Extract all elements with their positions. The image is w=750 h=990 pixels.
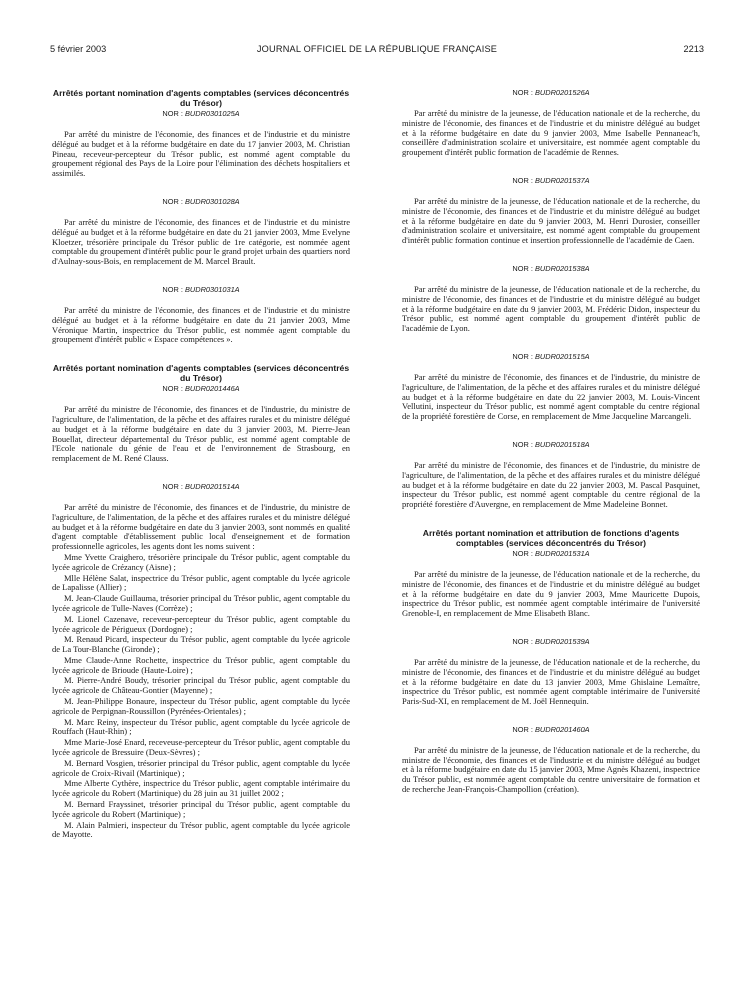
decree-paragraph: Par arrêté du ministre de la jeunesse, de l'éducation nationale et de la recherche, du ministre de l'économie, des finances et de l'industrie et du ministre délégué au budget et à la réforme budgétaire en date du 9 janvier 2003, M. Henri Durosier, conseiller d'administration scolaire et universitaire, est nommé agent comptable du groupement d'intérêt public formation continue et insertion professionnelle de l'académie de Caen. [402, 195, 700, 246]
nor-reference [402, 440, 700, 450]
decree-paragraph: Par arrêté du ministre de l'économie, des finances et de l'industrie et du ministre délégué au budget et à la réforme budgétaire en date du 17 janvier 2003, M. Christian Pineau, receveur-percepteur du Trésor public, est nommé agent comptable du groupement régional des Pays de la Loire pour l'élimination des déchets hospitaliers et assimilés. [52, 129, 350, 179]
appointment-list-item: M. Alain Palmieri, inspecteur du Trésor public, agent comptable du lycée agricole de Mayotte. [52, 819, 350, 840]
right-column [402, 88, 700, 795]
nor-reference [52, 384, 350, 394]
decree-paragraph: Par arrêté du ministre de la jeunesse, de l'éducation nationale et de la recherche, du ministre de l'économie, des finances et de l'industrie et du ministre délégué au budget et à la réforme budgétaire en date du 9 janvier 2003, Mme Isabelle Pennaneac'h, conseillère d'administration scolaire et universitaire, est nommée agent comptable du groupement d'intérêt public formation de l'académie de Rennes. [402, 108, 700, 158]
nor-reference [402, 88, 700, 98]
page-header [50, 44, 704, 58]
appointment-list-item: Mme Claude-Anne Rochette, inspectrice du Trésor public, agent comptable du lycée agricole de Brioude (Haute-Loire) ; [52, 654, 350, 675]
nor-label: NOR : [512, 636, 535, 646]
nor-code: BUDR0201526A [534, 88, 590, 97]
nor-reference [402, 637, 700, 647]
nor-reference [402, 725, 700, 735]
nor-label: NOR : [512, 439, 535, 449]
nor-reference [402, 352, 700, 362]
header-date: 5 février 2003 [50, 44, 107, 54]
nor-code: BUDR0301028A [184, 196, 240, 206]
nor-code: BUDR0201537A [534, 175, 590, 185]
section-title: Arrêtés portant nomination d'agents comptables (services déconcentrés du Trésor) [52, 88, 350, 108]
nor-code: BUDR0201539A [534, 636, 590, 646]
appointment-list-item: M. Marc Reiny, inspecteur du Trésor public, agent comptable du lycée agricole de Rouffach (Haut-Rhin) ; [52, 716, 350, 737]
decree-paragraph: Par arrêté du ministre de l'économie, des finances et de l'industrie et du ministre délégué au budget et à la réforme budgétaire en date du 21 janvier 2003, Mme Véronique Martin, inspectrice du Trésor public, est nommée agent comptable du groupement d'intérêt public « Espace compétences ». [52, 304, 350, 345]
decree-paragraph: Par arrêté du ministre de l'économie, des finances et de l'industrie et du ministre délégué au budget et à la réforme budgétaire en date du 21 janvier 2003, Mme Evelyne Kloetzer, trésorière principale du Trésor public de 1re catégorie, est nommée agent comptable du groupement d'intérêt public pour le grand projet urbain des quartiers nord d'Aulnay-sous-Bois, en remplacement de M. Marcel Brault. [52, 216, 350, 267]
nor-reference [52, 482, 350, 492]
section-title: Arrêtés portant nomination d'agents comptables (services déconcentrés du Trésor) [52, 363, 350, 384]
nor-code: BUDR0301031A [184, 284, 240, 294]
nor-reference [402, 176, 700, 186]
nor-code: BUDR0201515A [534, 351, 590, 361]
appointment-list-item: Mme Alberte Cythère, inspectrice du Trésor public, agent comptable intérimaire du lycée agricole du Robert (Martinique) du 28 juin au 31 juillet 2002 ; [52, 778, 350, 799]
nor-code: BUDR0201514A [184, 481, 240, 491]
section-title: Arrêtés portant nomination et attribution de fonctions d'agents comptables (services déconcentrés du Trésor) [422, 527, 680, 548]
nor-code: BUDR0201531A [534, 548, 590, 558]
decree-paragraph: Par arrêté du ministre de la jeunesse, de l'éducation nationale et de la recherche, du ministre de l'économie, des finances et de l'industrie et du ministre délégué au budget et à la réforme budgétaire en date du 15 janvier 2003, Mme Agnès Khazeni, inspectrice du Trésor public, est nommée agent comptable du centre universitaire de formation et de recherche Jean-François-Champollion (création). [402, 744, 700, 795]
appointment-list-item: M. Jean-Claude Guillauma, trésorier principal du Trésor public, agent comptable du lycée agricole de Tulle-Naves (Corrèze) ; [52, 593, 350, 613]
nor-code: BUDR0301025A [184, 109, 240, 118]
appointment-list-item: M. Bernard Vosgien, trésorier principal du Trésor public, agent comptable du lycée agricole de Croix-Rivail (Martinique) ; [52, 757, 350, 778]
page-number: 2213 [683, 44, 704, 54]
decree-paragraph: Par arrêté du ministre de la jeunesse, de l'éducation nationale et de la recherche, du ministre de l'économie, des finances et de l'industrie et du ministre délégué au budget et à la réforme budgétaire en date du 9 janvier 2003, M. Frédéric Didon, inspecteur du Trésor public, est nommé agent comptable du groupement d'intérêt public de l'académie de Lyon. [402, 283, 700, 334]
decree-paragraph: Par arrêté du ministre de l'économie, des finances et de l'industrie, du ministre de l'agriculture, de l'alimentation, de la pêche et des affaires rurales et du ministre délégué au budget et à la réforme budgétaire en date du 3 janvier 2003, M. Pierre-Jean Bouellat, directeur départemental du Trésor public, est nommé agent comptable de l'Ecole nationale du génie de l'eau et de l'environnement de Strasbourg, en remplacement de M. René Clauss. [52, 404, 350, 464]
decree-paragraph: Par arrêté du ministre de l'économie, des finances et de l'industrie, du ministre de l'agriculture, de l'alimentation, de la pêche et des affaires rurales et du ministre délégué au budget et à la réforme budgétaire en date du 22 janvier 2003, M. Louis-Vincent Vellutini, inspecteur du Trésor public, est nommé agent comptable du centre régional de la propriété forestière de Corse, en remplacement de Mme Jacqueline Marcangeli. [402, 371, 700, 422]
appointment-list-item: Mme Yvette Craighero, trésorière principale du Trésor public, agent comptable du lycée agricole de Crézancy (Aisne) ; [52, 551, 350, 572]
nor-label: NOR : [512, 351, 535, 361]
nor-label: NOR : [162, 284, 185, 294]
journal-title: JOURNAL OFFICIEL DE LA RÉPUBLIQUE FRANÇAISE [256, 44, 498, 54]
nor-label: NOR : [512, 548, 535, 558]
nor-label: NOR : [162, 196, 185, 206]
nor-label: NOR : [512, 263, 535, 273]
nor-label: NOR : [162, 384, 185, 394]
nor-reference [52, 109, 350, 119]
decree-paragraph: Par arrêté du ministre de l'économie, des finances et de l'industrie, du ministre de l'agriculture, de l'alimentation, de la pêche et des affaires rurales et du ministre délégué au budget et à la réforme budgétaire en date du 3 janvier 2003, sont nommés en qualité d'agent comptable d'établissement public local d'enseignement et de formation professionnelle agricoles, les agents dont les noms suivent : [52, 501, 350, 552]
decree-paragraph: Par arrêté du ministre de la jeunesse, de l'éducation nationale et de la recherche, du ministre de l'économie, des finances et de l'industrie et du ministre délégué au budget et à la réforme budgétaire en date du 13 janvier 2003, Mme Ghislaine Lemaître, inspectrice du Trésor public, est nommée agent comptable intérimaire de l'université Paris-Sud-XI, en remplacement de M. Joël Hennequin. [402, 656, 700, 707]
nor-reference [402, 264, 700, 274]
decree-paragraph: Par arrêté du ministre de la jeunesse, de l'éducation nationale et de la recherche, du ministre de l'économie, des finances et de l'industrie et du ministre délégué au budget et à la réforme budgétaire en date du 9 janvier 2003, Mme Mauricette Dupois, inspectrice du Trésor public, est nommée agent comptable intérimaire de l'université Grenoble-I, en remplacement de Mme Elisabeth Blanc. [402, 568, 700, 619]
nor-code: BUDR0201518A [534, 439, 590, 449]
left-column [52, 88, 350, 840]
nor-code: BUDR0201460A [534, 724, 590, 734]
nor-reference [52, 285, 350, 295]
nor-label: NOR : [512, 88, 535, 97]
appointment-list-item: Mlle Hélène Salat, inspectrice du Trésor public, agent comptable du lycée agricole de Lapalisse (Allier) ; [52, 572, 350, 593]
appointment-list-item: M. Lionel Cazenave, receveur-percepteur du Trésor public, agent comptable du lycée agricole de Périgueux (Dordogne) ; [52, 613, 350, 634]
appointment-list-item: Mme Marie-José Enard, receveuse-percepteur du Trésor public, agent comptable du lycée agricole de Bressuire (Deux-Sèvres) ; [52, 737, 350, 758]
nor-label: NOR : [512, 175, 535, 185]
nor-code: BUDR0201446A [184, 384, 240, 394]
decree-paragraph: Par arrêté du ministre de l'économie, des finances et de l'industrie, du ministre de l'agriculture, de l'alimentation, de la pêche et des affaires rurales et du ministre délégué au budget et à la réforme budgétaire en date du 22 janvier 2003, M. Pascal Pasquinet, inspecteur du Trésor public, est nommé agent comptable du centre régional de la propriété forestière d'Auvergne, en remplacement de Mme Madeleine Bonnet. [402, 459, 700, 510]
appointment-list-item: M. Pierre-André Boudy, trésorier principal du Trésor public, agent comptable du lycée agricole de Château-Gontier (Mayenne) ; [52, 675, 350, 696]
appointment-list-item: M. Renaud Picard, inspecteur du Trésor public, agent comptable du lycée agricole de La Tour-Blanche (Gironde) ; [52, 634, 350, 655]
appointment-list-item: M. Bernard Frayssinet, trésorier principal du Trésor public, agent comptable du lycée agricole du Robert (Martinique) ; [52, 799, 350, 819]
nor-reference [402, 549, 700, 559]
nor-code: BUDR0201538A [534, 263, 590, 273]
nor-reference [52, 197, 350, 207]
nor-label: NOR : [162, 109, 185, 118]
nor-label: NOR : [512, 724, 535, 734]
appointment-list-item: M. Jean-Philippe Bonaure, inspecteur du Trésor public, agent comptable du lycée agricole de Perpignan-Roussillon (Pyrénées-Orientales) ; [52, 696, 350, 716]
nor-label: NOR : [162, 481, 185, 491]
